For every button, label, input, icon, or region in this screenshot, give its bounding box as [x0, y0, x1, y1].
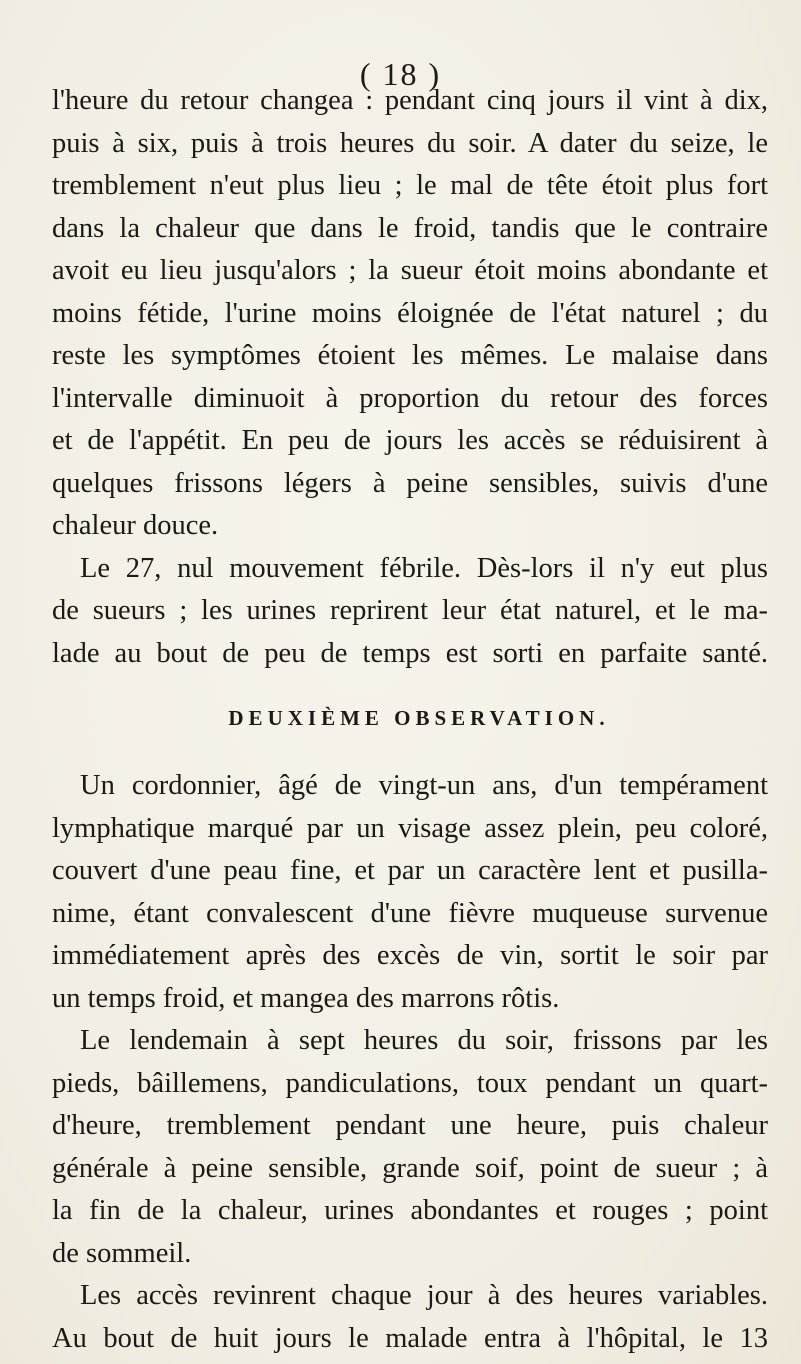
text-line: puis à six, puis à trois heures du soir. A dater du seize, le [52, 127, 768, 159]
text-line: chaleur douce. [52, 510, 219, 541]
text-line: l'heure du retour changea : pendant cinq jours il vint à dix, [52, 85, 768, 116]
text-line: de sueurs ; les urines reprirent leur état naturel, et le ma- [52, 595, 768, 626]
text-line: immédiatement après des excès de vin, sortit le soir par [52, 940, 768, 971]
text-line: tremblement n'eut plus lieu ; le mal de tête étoit plus fort [52, 170, 768, 201]
text-line: un temps froid, et mangea des marrons rôtis. [52, 982, 560, 1014]
text-line: lymphatique marqué par un visage assez plein, peu coloré, [52, 812, 768, 844]
text-line: de sommeil. [52, 1237, 192, 1269]
page-number: ( 18 ) [359, 56, 442, 92]
text-line: Le lendemain à sept heures du soir, frissons par les [80, 1025, 768, 1056]
text-line: la fin de la chaleur, urines abondantes et rouges ; point [52, 1195, 768, 1226]
text-line: et de l'appétit. En peu de jours les accès se réduisirent à [52, 425, 768, 456]
text-line: pieds, bâillemens, pandiculations, toux pendant un quart- [52, 1067, 768, 1099]
text-line: Les accès revinrent chaque jour à des heures variables. [80, 1280, 768, 1311]
text-line: nime, étant convalescent d'une fièvre muqueuse survenue [52, 897, 768, 929]
text-line: quelques frissons légers à peine sensibles, suivis d'une [52, 467, 768, 499]
text-line: Le 27, nul mouvement fébrile. Dès-lors il n'y eut plus [80, 552, 768, 584]
text-line: Un cordonnier, âgé de vingt-un ans, d'un tempérament [80, 770, 768, 801]
text-line: générale à peine sensible, grande soif, point de sueur ; à [52, 1152, 768, 1184]
text-line: l'intervalle diminuoit à proportion du retour des forces [52, 382, 768, 414]
text-line: couvert d'une peau fine, et par un caractère lent et pusilla- [52, 855, 768, 886]
text-line: Au bout de huit jours le malade entra à l'hôpital, le 13 [52, 1322, 768, 1354]
text-line: reste les symptômes étoient les mêmes. Le malaise dans [52, 340, 768, 371]
text-line: d'heure, tremblement pendant une heure, puis chaleur [52, 1110, 768, 1141]
text-line: moins fétide, l'urine moins éloignée de l'état naturel ; du [52, 297, 768, 329]
text-line: lade au bout de peu de temps est sorti en parfaite santé. [52, 637, 768, 669]
text-line: dans la chaleur que dans le froid, tandis que le contraire [52, 212, 768, 244]
section-heading: DEUXIÈME OBSERVATION. [228, 706, 610, 730]
page-text [52, 80, 768, 1360]
text-line: avoit eu lieu jusqu'alors ; la sueur étoit moins abondante et [52, 255, 768, 286]
